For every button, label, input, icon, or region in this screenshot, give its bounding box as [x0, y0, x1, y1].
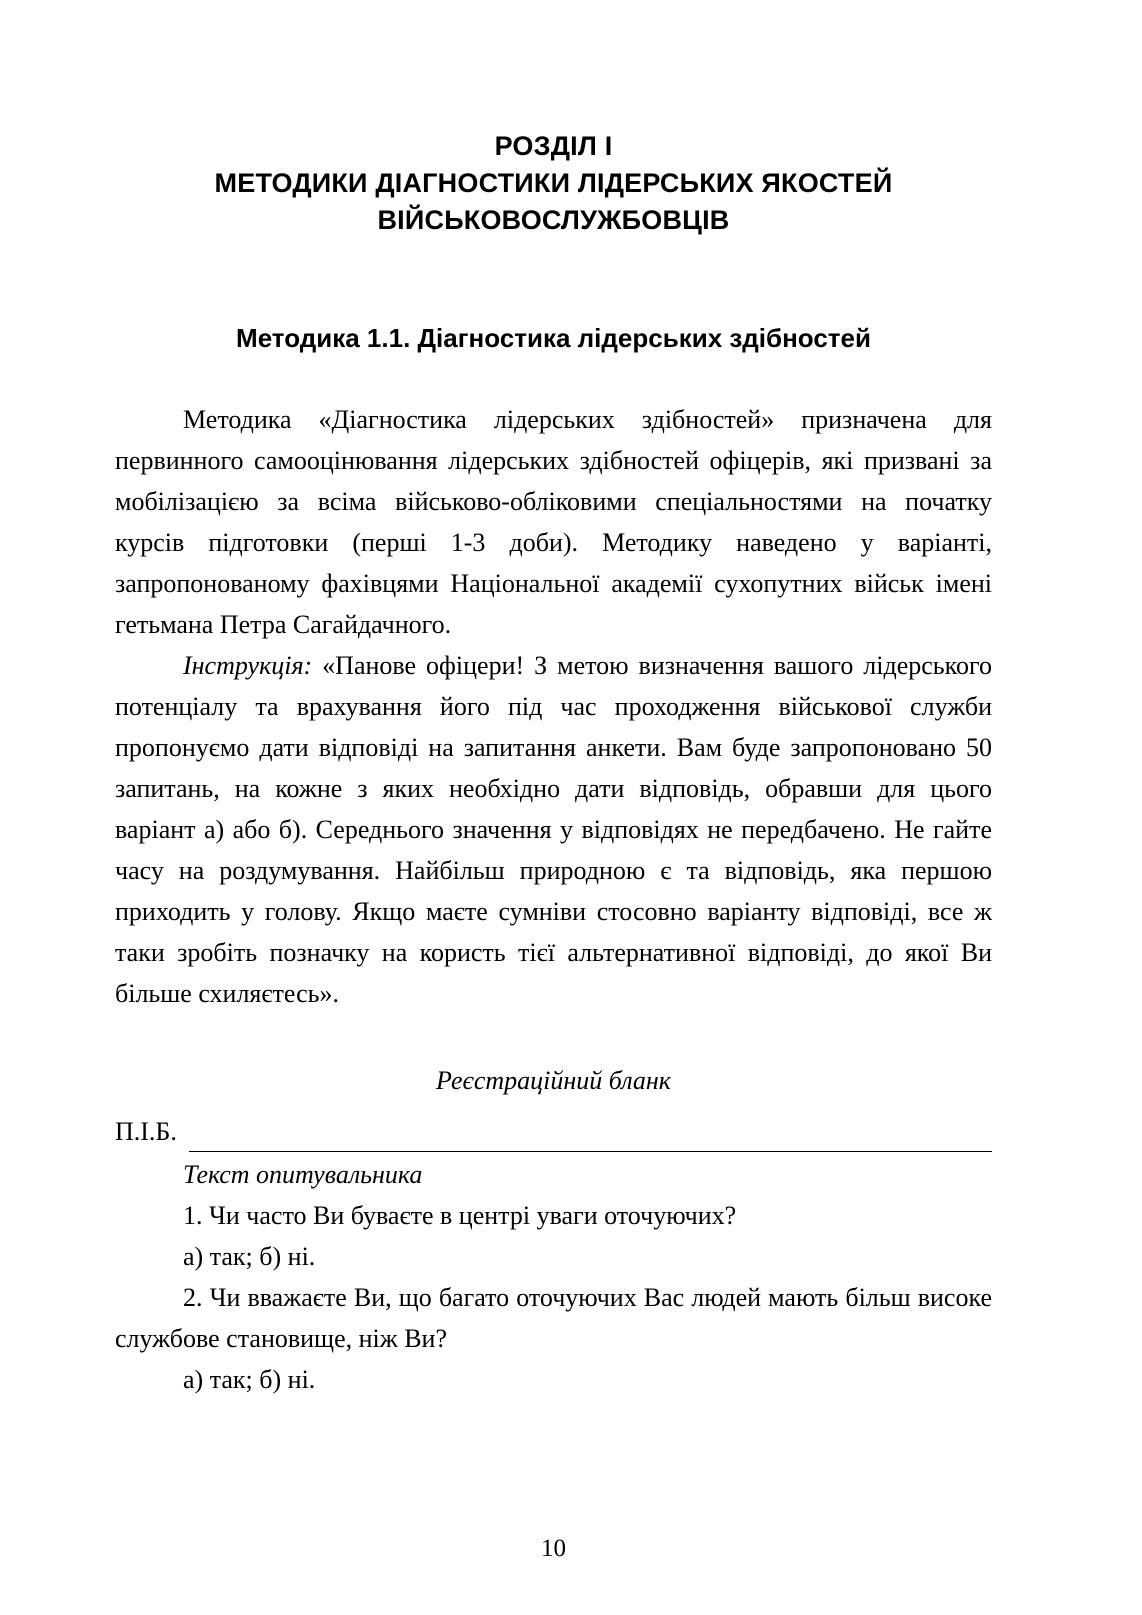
registration-blank-title: Реєстраційний бланк	[436, 1066, 671, 1095]
questionnaire-label: Текст опитувальника	[183, 1160, 423, 1189]
chapter-title-line3: ВІЙСЬКОВОСЛУЖБОВЦІВ	[377, 205, 730, 235]
instruction-label: Інструкція:	[183, 651, 313, 680]
question-1-answers: а) так; б) ні.	[183, 1242, 316, 1271]
question-1-text: 1. Чи часто Ви буваєте в центрі уваги оточуючих?	[183, 1201, 737, 1230]
question-2-answers: а) так; б) ні.	[183, 1365, 316, 1394]
pib-row	[115, 1111, 992, 1152]
instruction-paragraph	[115, 645, 992, 1014]
chapter-title-line1: РОЗДІЛ І	[494, 131, 613, 161]
instruction-text: «Панове офіцери! З метою визначення вашого лідерського потенціалу та врахування його під час проходження військової служби пропонуємо дати відповіді на запитання анкети. Вам буде запропоновано 50 запитань, на кожне з яких необхідно дати відповідь, обравши для цього варіант а) або б). Середнього значення у відповідях не передбачено. Не гайте часу на роздумування. Найбільш природною є та відповідь, яка першою приходить у голову. Якщо маєте сумніви стосовно варіанту відповіді, все ж таки зробіть позначку на користь тієї альтернативної відповіді, до якої Ви більше схиляєтесь».	[115, 651, 992, 1008]
page-number: 10	[541, 1535, 566, 1562]
body-text-block	[115, 399, 992, 1014]
section-heading: Методика 1.1. Діагностика лідерських здібностей	[236, 323, 871, 353]
chapter-title-line2: МЕТОДИКИ ДІАГНОСТИКИ ЛІДЕРСЬКИХ ЯКОСТЕЙ	[214, 168, 893, 198]
pib-blank-line	[189, 1119, 992, 1152]
question-2-text: 2. Чи вважаєте Ви, що багато оточуючих Вас людей мають більш високе службове становище, ніж Ви?	[115, 1283, 992, 1353]
chapter-title	[115, 128, 992, 239]
pib-label: П.І.Б.	[115, 1117, 177, 1146]
intro-paragraph: Методика «Діагностика лідерських здібностей» призначена для первинного самооцінювання лідерських здібностей офіцерів, які призвані за мобілізацією за всіма військово-обліковими спеціальностями на початку курсів підготовки (перші 1-3 доби). Методику наведено у варіанті, запропонованому фахівцями Національної академії сухопутних військ імені гетьмана Петра Сагайдачного.	[115, 405, 992, 639]
